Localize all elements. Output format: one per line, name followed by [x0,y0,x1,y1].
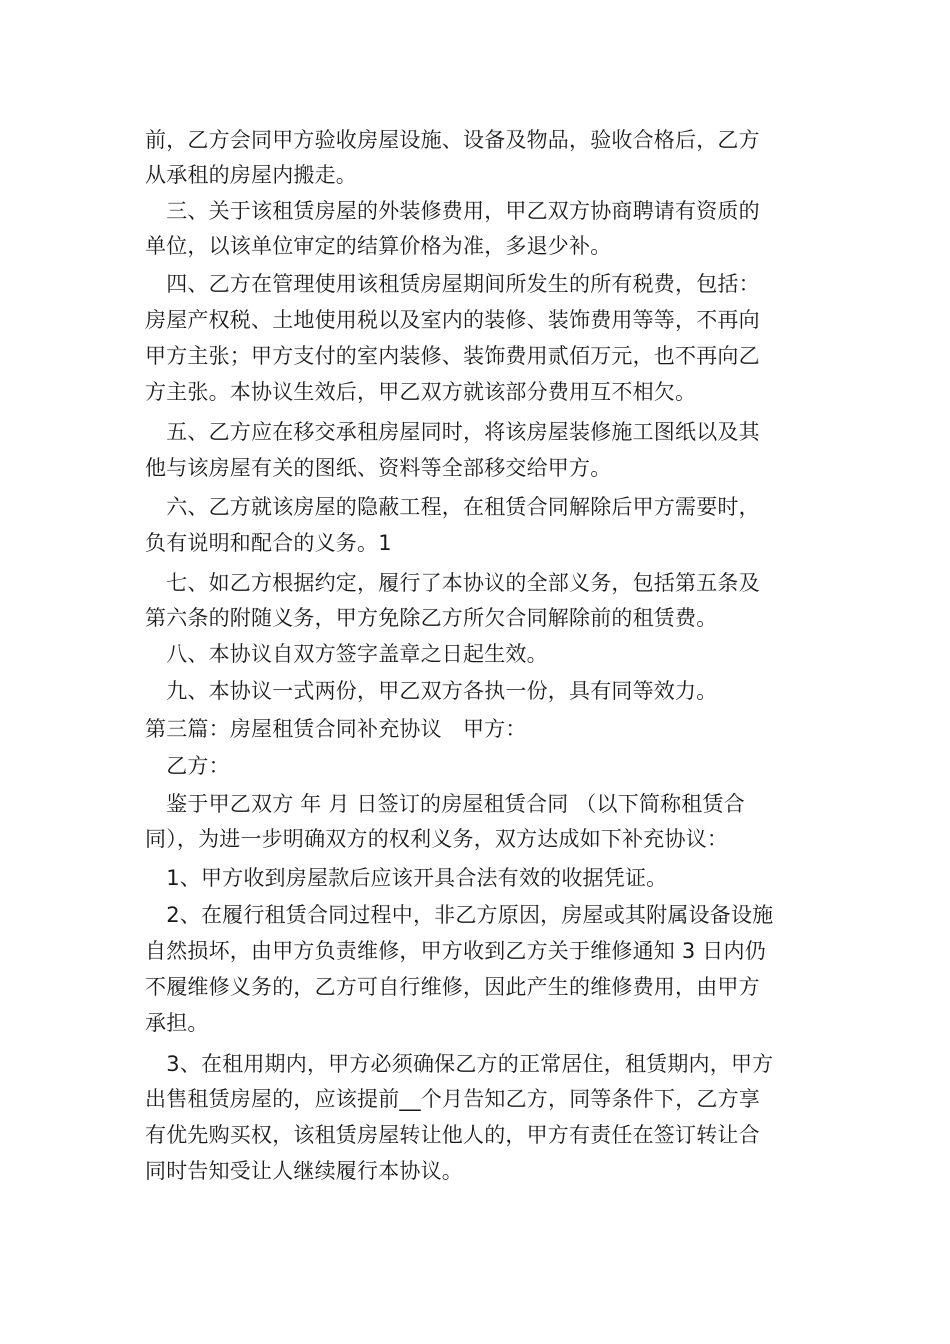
text-line: 七、如乙方根据约定，履行了本协议的全部义务，包括第五条及 [145,571,760,595]
text-line: 鉴于甲乙双方 年 月 日签订的房屋租赁合同 （以下简称租赁合 [145,792,745,816]
text-line: 五、乙方应在移交承租房屋同时，将该房屋装修施工图纸以及其 [145,420,760,444]
text-line: 出售租赁房屋的，应该提前__个月告知乙方，同等条件下，乙方享 [145,1087,760,1111]
text-line: 房屋产权税、土地使用税以及室内的装修、装饰费用等等，不再向 [145,308,760,332]
text-line: 承担。 [145,1011,209,1035]
text-line: 六、乙方就该房屋的隐蔽工程，在租赁合同解除后甲方需要时， [145,495,760,519]
text-line: 2、在履行租赁合同过程中，非乙方原因，房屋或其附属设备设施 [145,903,774,927]
text-line: 第三篇：房屋租赁合同补充协议 甲方： [145,717,527,741]
text-line: 有优先购买权，该租赁房屋转让他人的，甲方有责任在签订转让合 [145,1123,760,1147]
text-line: 3、在租用期内，甲方必须确保乙方的正常居住，租赁期内，甲方 [145,1052,774,1076]
text-line: 从承租的房屋内搬走。 [145,163,357,187]
text-line: 甲方主张；甲方支付的室内装修、装饰费用贰佰万元，也不再向乙 [145,344,760,368]
text-line: 九、本协议一式两份，甲乙双方各执一份，具有同等效力。 [145,679,718,703]
text-line: 同时告知受让人继续履行本协议。 [145,1159,463,1183]
text-line: 前，乙方会同甲方验收房屋设施、设备及物品，验收合格后，乙方 [145,128,760,152]
text-line: 乙方： [145,754,230,778]
text-line: 负有说明和配合的义务。1 [145,531,392,555]
text-line: 方主张。本协议生效后，甲乙双方就该部分费用互不相欠。 [145,380,697,404]
text-line: 八、本协议自双方签字盖章之日起生效。 [145,642,548,666]
text-line: 第六条的附随义务，甲方免除乙方所欠合同解除前的租赁费。 [145,606,718,630]
text-line: 四、乙方在管理使用该租赁房屋期间所发生的所有税费，包括： [145,272,760,296]
text-line: 单位，以该单位审定的结算价格为准，多退少补。 [145,234,612,258]
text-line: 不履维修义务的，乙方可自行维修，因此产生的维修费用，由甲方 [145,975,760,999]
text-line: 三、关于该租赁房屋的外装修费用，甲乙双方协商聘请有资质的 [145,199,760,223]
text-line: 同），为进一步明确双方的权利义务，双方达成如下补充协议： [145,827,729,851]
text-line: 1、甲方收到房屋款后应该开具合法有效的收据凭证。 [145,866,668,890]
text-line: 自然损坏，由甲方负责维修，甲方收到乙方关于维修通知 3 日内仍 [145,939,766,963]
text-line: 他与该房屋有关的图纸、资料等全部移交给甲方。 [145,456,612,480]
